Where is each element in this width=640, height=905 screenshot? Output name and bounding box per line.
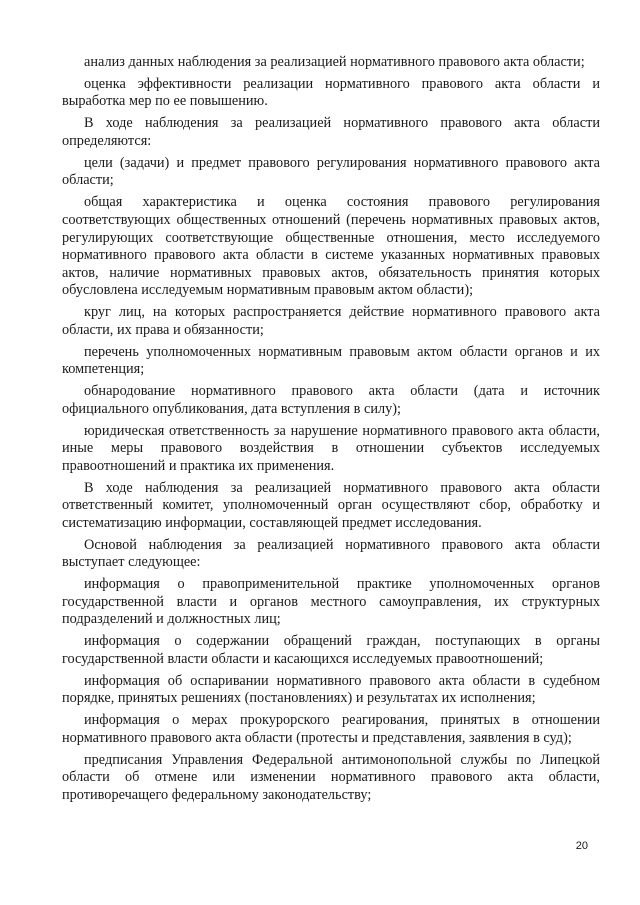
paragraph: Основой наблюдения за реализацией нормативного правового акта области выступает следующее: (62, 536, 600, 571)
paragraph: информация об оспаривании нормативного правового акта области в судебном порядке, принятых решениях (постановлениях) и результатах их исполнения; (62, 672, 600, 707)
paragraph: перечень уполномоченных нормативным правовым актом области органов и их компетенция; (62, 343, 600, 378)
paragraph: юридическая ответственность за нарушение нормативного правового акта области, иные меры правового воздействия в отношении субъектов исследуемых правоотношений и практика их применения. (62, 422, 600, 474)
paragraph: информация о содержании обращений граждан, поступающих в органы государственной власти области и касающихся исследуемых правоотношений; (62, 633, 600, 667)
paragraph: В ходе наблюдения за реализацией нормативного правового акта области ответственный комитет, уполномоченный орган осуществляют сбор, обработку и систематизацию информации, составляющей предмет исследования. (62, 479, 600, 531)
paragraph: обнародование нормативного правового акта области (дата и источник официального опубликования, дата вступления в силу); (62, 383, 600, 417)
paragraph: информация о мерах прокурорского реагирования, принятых в отношении нормативного правового акта области (протесты и представления, заявления в суд); (62, 712, 600, 746)
paragraph: В ходе наблюдения за реализацией нормативного правового акта области определяются: (62, 115, 600, 149)
paragraph: круг лиц, на которых распространяется действие нормативного правового акта области, их права и обязанности; (62, 304, 600, 338)
document-body (62, 54, 600, 809)
paragraph: анализ данных наблюдения за реализацией нормативного правового акта области; (84, 54, 585, 70)
page-number: 20 (575, 840, 588, 852)
paragraph: информация о правоприменительной практике уполномоченных органов государственной власти и органов местного самоуправления, их структурных подразделений и должностных лиц; (62, 576, 600, 628)
paragraph: общая характеристика и оценка состояния правового регулирования соответствующих общественных отношений (перечень нормативных правовых актов, регулирующих соответствующие общественные отношения, место исследуемого нормативного правового акта области в системе указанных нормативных правовых актов, наличие нормативных правовых актов, обязательность принятия которых обусловлена исследуемым нормативным правовым актом области); (62, 194, 600, 299)
paragraph: предписания Управления Федеральной антимонопольной службы по Липецкой области об отмене или изменении нормативного правового акта области, противоречащего федеральному законодательству; (62, 751, 600, 804)
paragraph: цели (задачи) и предмет правового регулирования нормативного правового акта области; (62, 154, 600, 189)
paragraph: оценка эффективности реализации нормативного правового акта области и выработка мер по ее повышению. (62, 75, 600, 110)
